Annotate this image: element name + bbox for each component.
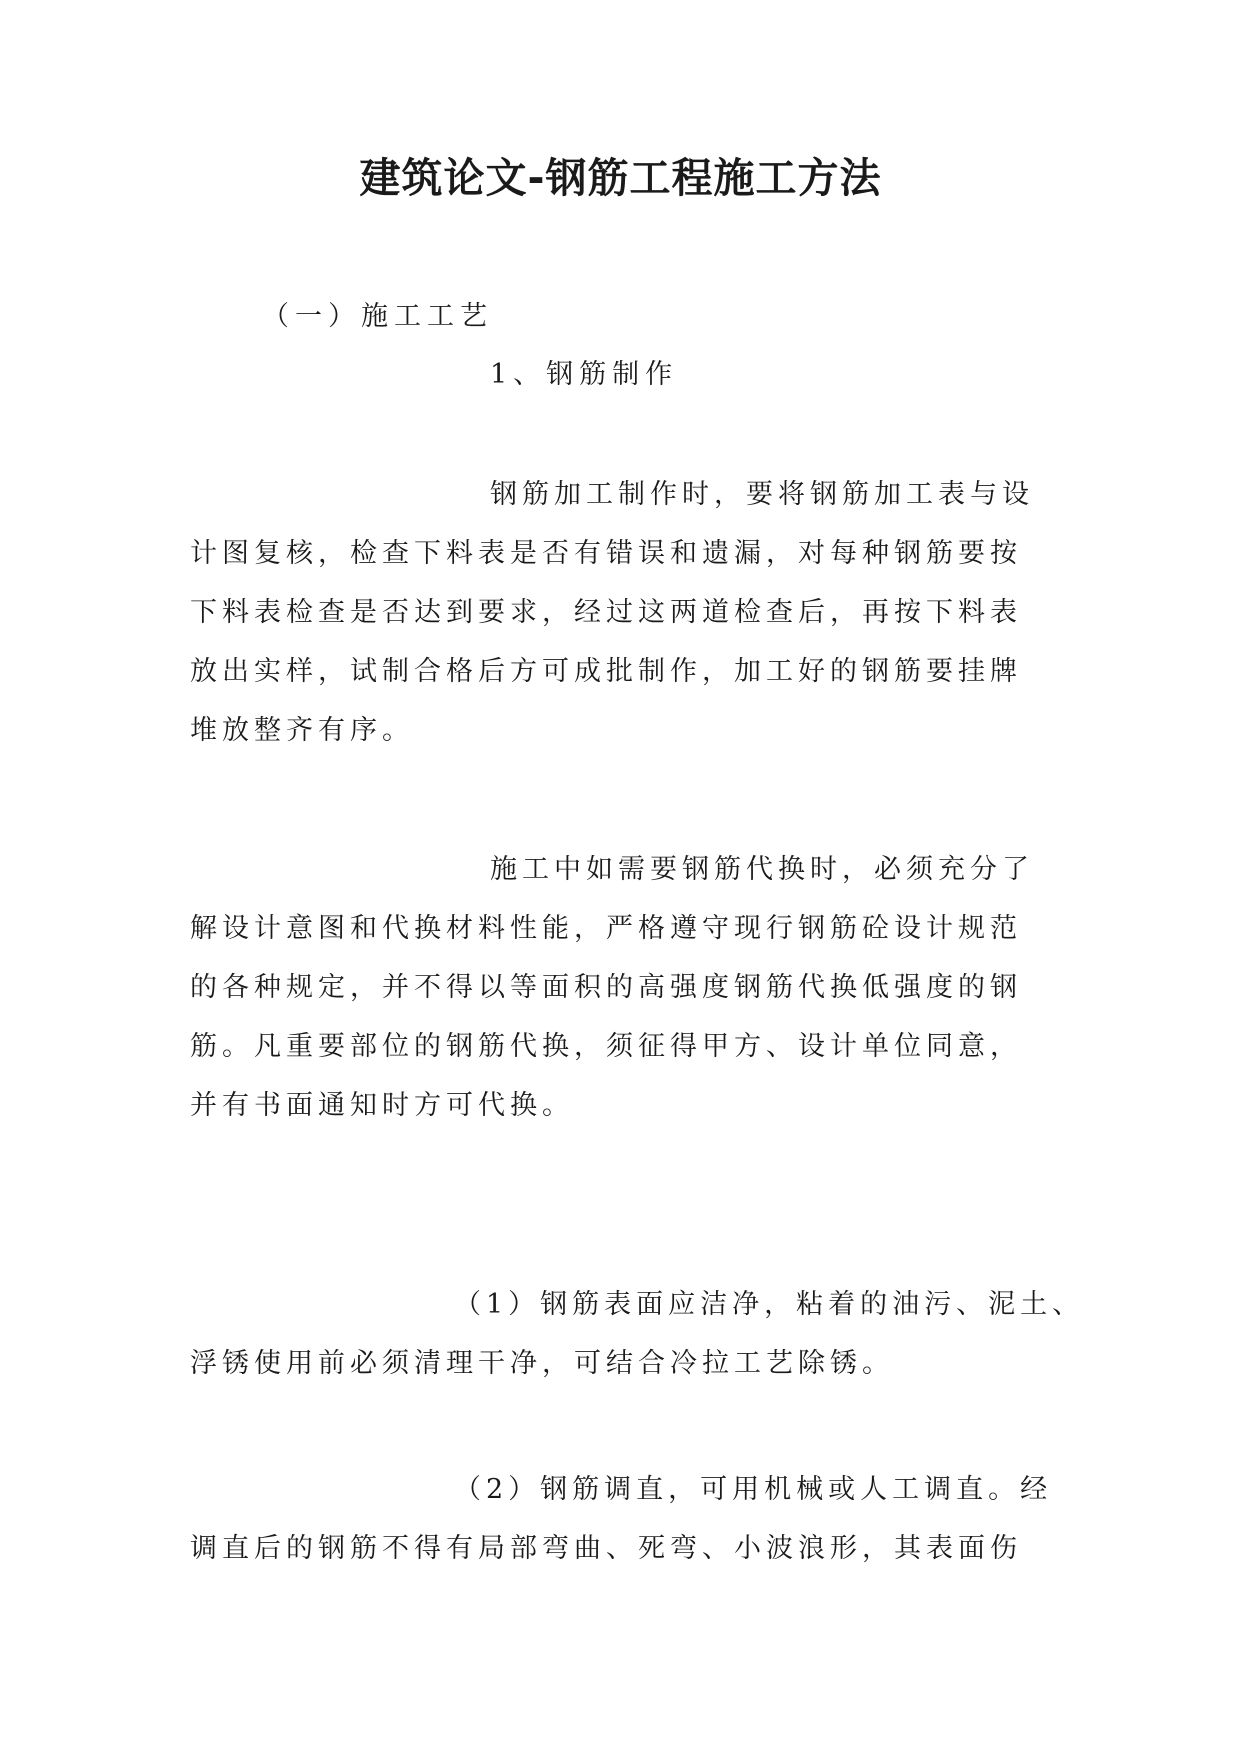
paragraph-line: 下料表检查是否达到要求，经过这两道检查后，再按下料表	[190, 597, 1022, 628]
paragraph-rebar-substitution	[190, 840, 1080, 1135]
paragraph-line: 浮锈使用前必须清理干净，可结合冷拉工艺除锈。	[190, 1348, 894, 1379]
paragraph-line: 钢筋加工制作时，要将钢筋加工表与设	[490, 479, 1034, 510]
paragraph-line: 调直后的钢筋不得有局部弯曲、死弯、小波浪形，其表面伤	[190, 1533, 1022, 1564]
paragraph-item-1-cleaning	[190, 1275, 1085, 1393]
paragraph-line: 筋。凡重要部位的钢筋代换，须征得甲方、设计单位同意，	[190, 1031, 1022, 1062]
subsection-heading: 1、钢筋制作	[490, 359, 679, 390]
paragraph-item-2-straightening	[190, 1460, 1080, 1578]
paragraph-line: 计图复核，检查下料表是否有错误和遗漏，对每种钢筋要按	[190, 538, 1022, 569]
paragraph-line: （2）钢筋调直，可用机械或人工调直。经	[454, 1474, 1053, 1505]
section-heading: （一）施工工艺	[262, 301, 493, 332]
paragraph-line: （1）钢筋表面应洁净，粘着的油污、泥土、	[454, 1289, 1085, 1320]
paragraph-line: 解设计意图和代换材料性能，严格遵守现行钢筋砼设计规范	[190, 913, 1022, 944]
paragraph-rebar-fabrication	[190, 465, 1080, 760]
paragraph-line: 并有书面通知时方可代换。	[190, 1090, 574, 1121]
paragraph-line: 施工中如需要钢筋代换时，必须充分了	[490, 854, 1034, 885]
paragraph-line: 放出实样，试制合格后方可成批制作，加工好的钢筋要挂牌	[190, 656, 1022, 687]
paragraph-line: 的各种规定，并不得以等面积的高强度钢筋代换低强度的钢	[190, 972, 1022, 1003]
paragraph-line: 堆放整齐有序。	[190, 715, 414, 746]
document-title: 建筑论文-钢筋工程施工方法	[359, 154, 882, 202]
